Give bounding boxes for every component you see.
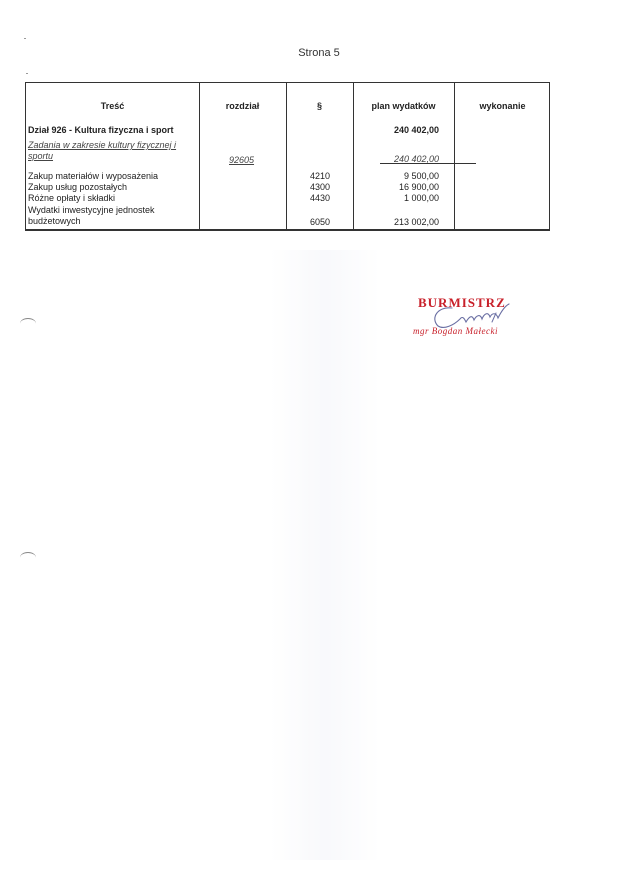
row-plan: 1 000,00 xyxy=(403,193,439,203)
row-tresc: Zakup usług pozostałych xyxy=(28,182,128,192)
row-plan: 9 500,00 xyxy=(403,171,439,181)
row-tresc: Różne opłaty i składki xyxy=(28,193,116,203)
subsection-label-line2: sportu xyxy=(28,151,54,161)
row-paragraf: 6050 xyxy=(310,217,331,227)
row-tresc: Zakup materiałów i wyposażenia xyxy=(28,171,159,181)
mayor-stamp xyxy=(408,292,533,352)
header-paragraf: § xyxy=(316,101,322,111)
row-paragraf: 4430 xyxy=(310,193,331,203)
signature-icon xyxy=(408,292,533,352)
budget-table xyxy=(25,82,550,231)
row-paragraf: 4300 xyxy=(310,182,331,192)
row-plan: 16 900,00 xyxy=(398,182,439,192)
row-plan: 213 002,00 xyxy=(393,217,439,227)
page-number: Strona 5 xyxy=(298,47,340,59)
stamp-title: BURMISTRZ xyxy=(418,295,506,310)
section-plan: 240 402,00 xyxy=(393,125,439,135)
scan-shading xyxy=(270,250,380,860)
header-plan-wydatkow: plan wydatków xyxy=(371,101,436,111)
subsection-plan: 240 402,00 xyxy=(393,154,439,164)
subsection-label-line1: Zadania w zakresie kultury fizycznej i xyxy=(28,140,177,150)
row-paragraf: 4210 xyxy=(310,171,331,181)
section-label: Dział 926 - Kultura fizyczna i sport xyxy=(28,125,174,135)
row-tresc: Wydatki inwestycyjne jednostek xyxy=(28,205,155,215)
scan-speck xyxy=(26,73,28,74)
stamp-name: mgr Bogdan Małecki xyxy=(413,326,498,336)
subsection-rozdzial: 92605 xyxy=(229,155,255,165)
punch-hole-mark xyxy=(20,552,36,563)
header-wykonanie: wykonanie xyxy=(479,101,526,111)
scan-speck xyxy=(24,38,26,39)
punch-hole-mark xyxy=(20,318,36,329)
row-tresc-line2: budżetowych xyxy=(28,216,81,226)
header-tresc: Treść xyxy=(100,101,125,111)
header-rozdzial: rozdział xyxy=(225,101,260,111)
subtotal-rule xyxy=(380,163,476,164)
